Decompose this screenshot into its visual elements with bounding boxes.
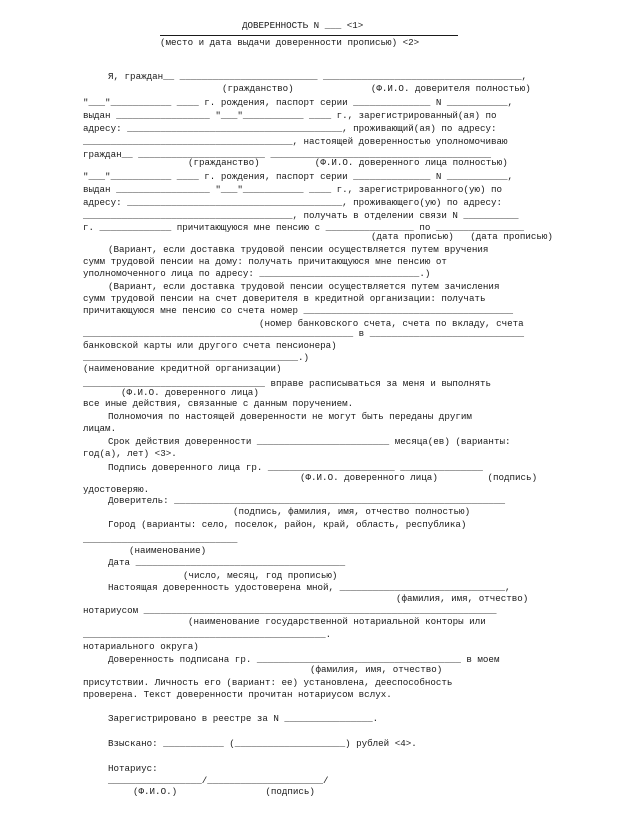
text-line: Подпись доверенного лица гр. _______________________ _______________ [108, 462, 483, 473]
text-line: удостоверяю. [83, 484, 150, 495]
text-line: Полномочия по настоящей доверенности не могут быть переданы другим [108, 411, 472, 422]
text-line: (число, месяц, год прописью) [183, 570, 338, 581]
text-line: "___"___________ ____ г. рождения, паспорт серии ______________ N ___________, [83, 97, 514, 108]
text-line: (Ф.И.О.) (подпись) [133, 786, 315, 797]
text-line: год(а), лет) <3>. [83, 448, 177, 459]
text-line: (гражданство) (Ф.И.О. доверителя полностью) [222, 83, 531, 94]
text-line: банковской карты или другого счета пенсионера) [83, 340, 337, 351]
text-line: (фамилия, имя, отчество) [310, 664, 443, 675]
text-line: (фамилия, имя, отчество) [396, 593, 529, 604]
text-line: выдан _________________ "___"___________ ____ г., зарегистрированного(ую) по [83, 184, 503, 195]
text-line: адресу: _______________________________________, проживающего(ую) по адресу: [83, 197, 503, 208]
text-line: присутствии. Личность его (вариант: ее) установлена, дееспособность [83, 677, 453, 688]
text-line: Я, граждан__ _________________________ ____________________________________, [108, 71, 528, 82]
text-line: адресу: _______________________________________, проживающий(ая) по адресу: [83, 123, 497, 134]
text-line: Город (варианты: село, поселок, район, край, область, республика) [108, 519, 467, 530]
text-line: (Ф.И.О. доверенного лица) (подпись) [300, 472, 538, 483]
text-line: _______________________________________.) [83, 352, 310, 363]
text-line: (Вариант, если доставка трудовой пенсии осуществляется путем зачисления [108, 281, 500, 292]
text-line: (наименование) [129, 545, 207, 556]
text-line: "___"___________ ____ г. рождения, паспорт серии ______________ N ___________, [83, 171, 514, 182]
text-line: лицам. [83, 423, 117, 434]
document-title: ДОВЕРЕННОСТЬ N ___ <1> [242, 20, 364, 31]
text-line: граждан__ _______________________ ________________________________________ [83, 149, 491, 160]
text-line: Зарегистрировано в реестре за N ________________. [108, 713, 379, 724]
text-line: ______________________________________, настоящей доверенностью уполномочиваю [83, 136, 508, 147]
text-line: нотариального округа) [83, 641, 199, 652]
document-subtitle: (место и дата выдачи доверенности прописью) <2> [160, 37, 420, 48]
text-line: уполномоченного лица по адресу: _____________________________.) [83, 268, 431, 279]
text-line: Взыскано: ___________ (____________________) рублей <4>. [108, 738, 417, 749]
text-line: все иные действия, связанные с данным поручением. [83, 398, 354, 409]
text-line: Нотариус: [108, 763, 158, 774]
text-line: ______________________________________, получать в отделении связи N __________ [83, 210, 519, 221]
text-line: Срок действия доверенности ________________________ месяца(ев) (варианты: [108, 436, 511, 447]
text-line: (наименование государственной нотариальной конторы или [188, 616, 486, 627]
text-line: проверена. Текст доверенности прочитан нотариусом вслух. [83, 689, 392, 700]
text-line: сумм трудовой пенсии на счет доверителя в кредитной организации: получать [83, 293, 486, 304]
text-line: (номер банковского счета, счета по вкладу, счета [259, 318, 524, 329]
text-line: (подпись, фамилия, имя, отчество полностью) [233, 506, 471, 517]
text-line: _________________________________ вправе расписываться за меня и выполнять [83, 378, 491, 389]
text-line: (гражданство) (Ф.И.О. доверенного лица полностью) [188, 157, 508, 168]
text-line: (дата прописью) (дата прописью) [371, 231, 553, 242]
text-line: _________________________________________________ в ____________________________ [83, 328, 525, 339]
text-line: (наименование кредитной организации) [83, 363, 282, 374]
text-line: _________________/_____________________/ [108, 775, 329, 786]
text-line: ____________________________________________. [83, 629, 332, 640]
text-line: г. _____________ причитающуюся мне пенсию с ________________ по ________________ [83, 222, 525, 233]
text-line: Дата ______________________________________ [108, 557, 346, 568]
text-line: (Вариант, если доставка трудовой пенсии осуществляется путем вручения [108, 244, 489, 255]
text-line: причитающуюся мне пенсию со счета номер ______________________________________ [83, 305, 514, 316]
text-line: Доверенность подписана гр. _____________________________________ в моем [108, 654, 500, 665]
text-line: выдан _________________ "___"___________ ____ г., зарегистрированный(ая) по [83, 110, 497, 121]
text-line: Настоящая доверенность удостоверена мной, ______________________________, [108, 582, 511, 593]
text-line: ____________________________ [83, 534, 238, 545]
text-line: (Ф.И.О. доверенного лица) [121, 387, 259, 398]
title-underline [160, 35, 458, 36]
text-line: Доверитель: ____________________________________________________________ [108, 495, 505, 506]
text-line: сумм трудовой пенсии на дому: получать причитающуюся мне пенсию от [83, 256, 447, 267]
text-line: нотариусом ________________________________________________________________ [83, 605, 497, 616]
